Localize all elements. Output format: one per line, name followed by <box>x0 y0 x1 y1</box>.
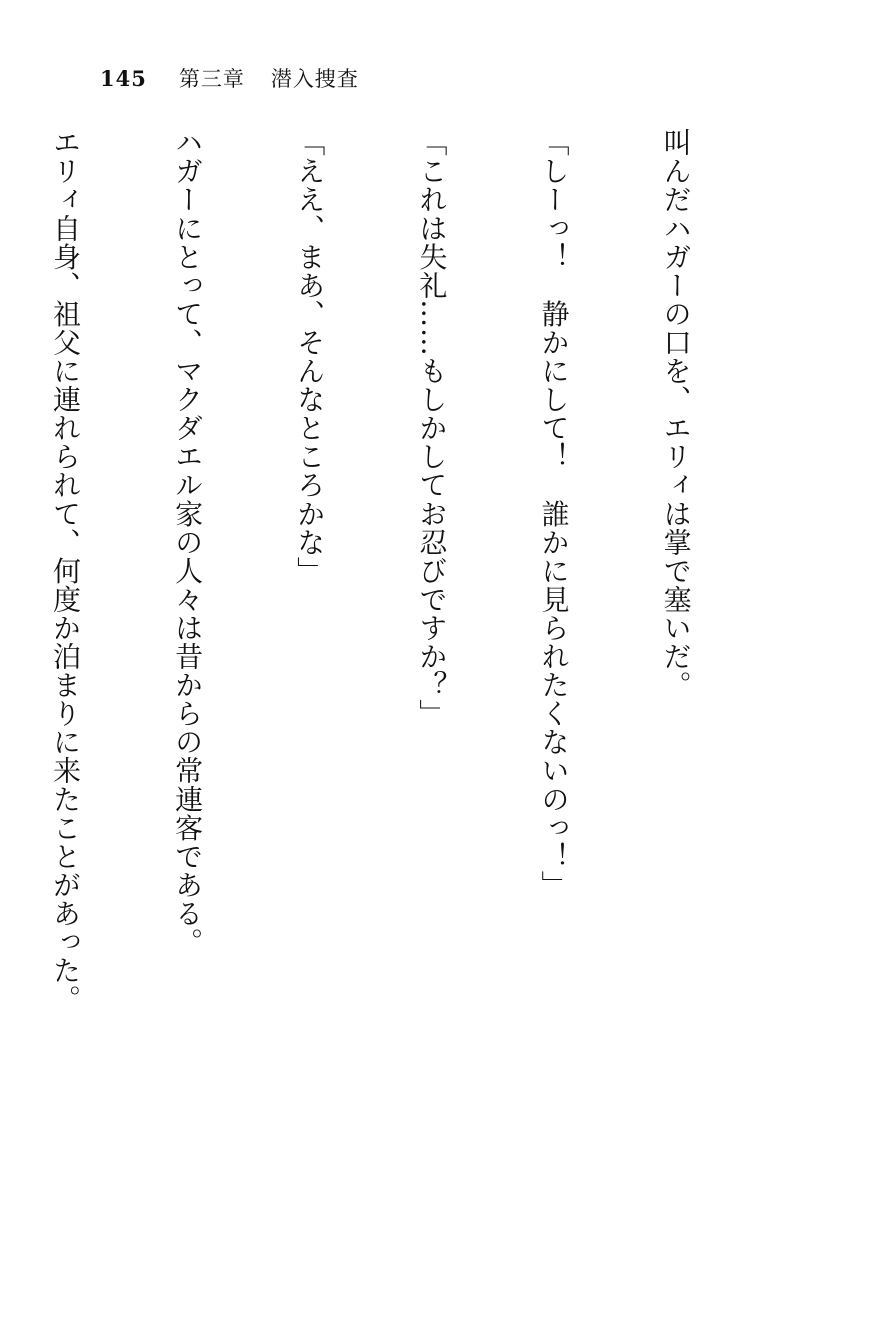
body-text <box>49 128 777 1238</box>
text-line: 叫んだハガーの口を、エリィは掌で塞いだ。 <box>659 128 693 699</box>
text-line: 「しーっ！ 静かにして！ 誰かに見られたくないのっ！」 <box>537 128 571 899</box>
page-number: 145 <box>100 65 147 91</box>
text-line: ハガーにとって、マクダエル家の人々は昔からの常連客である。 <box>171 128 205 956</box>
chapter-title: 潜入捜査 <box>270 67 359 91</box>
chapter-label: 第三章 <box>178 67 245 91</box>
running-header <box>100 58 359 98</box>
text-line: 「これは失礼……もしかしてお忍びですか？」 <box>415 128 449 728</box>
text-line: 「ええ、まあ、そんなところかな」 <box>293 128 327 585</box>
text-line: エリィ自身、祖父に連れられて、何度か泊まりに来たことがあった。 <box>49 128 83 1014</box>
